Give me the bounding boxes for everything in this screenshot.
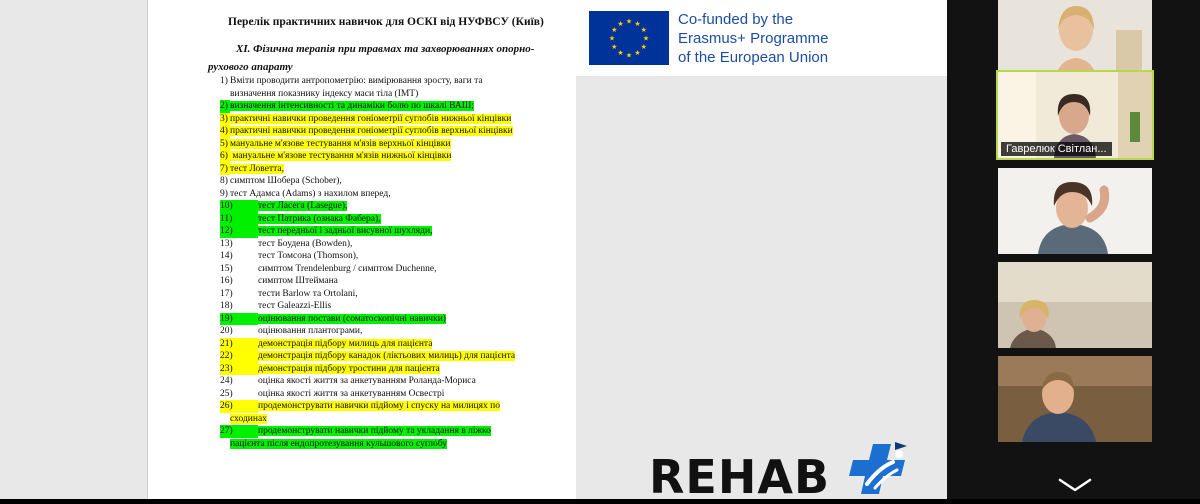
skill-text: Вміти проводити антропометрію: вимірювання зросту, ваги та: [230, 76, 483, 86]
skill-text: практичні навички проведення гоніометрії суглобів верхньої кінцівки: [230, 126, 513, 136]
skill-text: тест Томсона (Thomson),: [258, 251, 359, 261]
erasmus-line-3: of the European Union: [678, 49, 829, 66]
erasmus-banner: [576, 0, 947, 76]
eu-star-icon: ★: [617, 49, 624, 58]
participant-video-5: [998, 356, 1152, 442]
eu-star-icon: ★: [611, 43, 618, 51]
participant-tile-4[interactable]: [998, 262, 1152, 348]
skill-text: тест передньої і задньої висувної шухляди,: [258, 226, 433, 236]
skill-item: [220, 75, 548, 88]
eu-star-icon: ★: [640, 26, 647, 34]
skill-item: [220, 100, 548, 113]
skill-text: сходинах: [230, 413, 267, 424]
skill-text: оцінка якості життя за анкетуванням Роланда-Мориса: [258, 376, 476, 386]
skill-number: 25): [220, 388, 233, 399]
skill-text: визначення показнику індексу маси тіла (ІМТ): [230, 88, 419, 99]
document-title: Перелік практичних навичок для ОСКІ від НУФВСУ (Київ): [228, 16, 544, 28]
eu-star-icon: ★: [625, 17, 633, 26]
skill-text: тест Ловетта,: [230, 163, 284, 174]
skill-item: [220, 125, 548, 138]
skill-text: тест Адамса (Adams) з нахилом вперед,: [230, 188, 391, 199]
skill-number: 1): [220, 76, 228, 86]
skill-item: [220, 150, 548, 163]
skill-number: 23): [220, 363, 258, 376]
skill-number: 21): [220, 338, 258, 351]
skill-item: [220, 138, 548, 151]
skill-number: 18): [220, 301, 233, 311]
eu-flag-icon: [589, 11, 669, 65]
skill-text: демонстрація підбору канадок (ліктьових милиць) для пацієнта: [258, 351, 516, 361]
eu-star-icon: ★: [625, 51, 633, 60]
rehab-wordmark: REHAB: [649, 450, 831, 504]
skill-text: пацієнта після ендопротезування кульшового суглобу: [230, 438, 447, 449]
skill-item: [220, 438, 548, 451]
skill-text: практичні навички проведення гоніометрії суглобів нижньої кінцівки: [230, 113, 512, 124]
skill-item: [220, 325, 548, 338]
eu-star-icon: ★: [642, 34, 650, 43]
section-heading: [208, 40, 550, 76]
skill-text: симптом Шобера (Schober),: [230, 176, 342, 186]
participant-tile-3[interactable]: [998, 168, 1152, 254]
skill-number: 13): [220, 238, 233, 249]
skill-number: 5): [220, 138, 230, 151]
skill-item: [220, 250, 548, 263]
skill-text: демонстрація підбору тростини для пацієнта: [258, 363, 440, 374]
skill-item: [220, 263, 548, 276]
skill-item: [220, 338, 548, 351]
skill-text: оцінювання постави (соматоскопічні навички): [258, 313, 446, 324]
participant-tile-2[interactable]: [998, 72, 1152, 158]
skill-item: [220, 425, 548, 438]
skill-item: [220, 275, 548, 288]
skill-number: 20): [220, 326, 233, 336]
skill-text: тест Galeazzi-Ellis: [258, 301, 332, 311]
skill-text: мануальне м'язове тестування м'язів верхньої кінцівки: [230, 138, 451, 149]
skill-item: [220, 88, 548, 101]
eu-star-icon: ★: [608, 34, 616, 43]
skill-item: [220, 413, 548, 426]
chevron-down-icon[interactable]: [1057, 476, 1093, 494]
skill-text: мануальне м'язове тестування м'язів нижньої кінцівки: [230, 151, 452, 161]
skill-item: [220, 288, 548, 301]
skill-text: тест Патрика (ознака Фабера),: [258, 213, 381, 224]
skill-text: тест Ласега (Lasegue),: [258, 201, 348, 211]
skill-text: оцінювання плантограми,: [258, 326, 363, 336]
eu-star-icon: ★: [640, 43, 647, 51]
skill-number: 16): [220, 276, 233, 286]
erasmus-line-2: Erasmus+ Programme: [678, 30, 829, 47]
skill-item: [220, 400, 548, 413]
skill-number: 3): [220, 113, 230, 126]
skill-text: симптом Trendelenburg / симптом Duchenne,: [258, 263, 437, 274]
skill-number: 27): [220, 425, 258, 438]
skill-text: демонстрація підбору милиць для пацієнта: [258, 338, 433, 349]
participant-tile-5[interactable]: [998, 356, 1152, 442]
skill-number: 6): [220, 150, 230, 163]
shared-document-page: [147, 0, 577, 499]
participant-video-4: [998, 262, 1152, 348]
skill-number: 22): [220, 350, 258, 363]
skill-item: [220, 175, 548, 188]
section-heading-line-2: рухового апарату: [208, 61, 293, 73]
skill-item: [220, 313, 548, 326]
skill-item: [220, 200, 548, 213]
skill-item: [220, 350, 548, 363]
skill-number: 24): [220, 376, 233, 386]
skill-text: тести Barlow та Ortolani,: [258, 288, 358, 299]
skill-item: [220, 163, 548, 176]
eu-star-icon: ★: [611, 26, 618, 34]
skill-text: визначення інтенсивності та динаміки болю по шкалі ВАШ;: [230, 101, 474, 111]
skill-number: 26): [220, 400, 258, 413]
section-heading-line-1: XI. Фізична терапія при травмах та захворюваннях опорно-: [236, 43, 535, 55]
skill-number: 7): [220, 163, 230, 176]
skill-item: [220, 363, 548, 376]
skill-number: 10): [220, 200, 258, 213]
skill-number: 15): [220, 263, 233, 274]
skill-number: 14): [220, 251, 233, 261]
erasmus-line-1: Co-funded by the: [678, 11, 794, 28]
skill-number: 4): [220, 125, 230, 138]
skill-item: [220, 188, 548, 201]
skill-item: [220, 388, 548, 401]
participant-video-3: [998, 168, 1152, 254]
participant-name-2: Гаврелюк Світлан...: [1001, 142, 1112, 156]
skill-item: [220, 225, 548, 238]
skill-number: 2): [220, 100, 230, 113]
eu-star-icon: ★: [634, 49, 641, 58]
skill-number: 17): [220, 288, 233, 299]
skill-text: тест Боудена (Bowden),: [258, 238, 353, 249]
skill-number: 19): [220, 313, 258, 326]
skill-item: [220, 300, 548, 313]
skills-list: [220, 75, 548, 450]
skill-text: оцінка якості життя за анкетуванням Освестрі: [258, 388, 445, 399]
skill-text: продемонструвати навички підйому і спуску на милицях по: [258, 401, 500, 411]
skill-number: 12): [220, 225, 258, 238]
presentation-panel: [576, 0, 947, 504]
skill-number: 9): [220, 188, 228, 199]
skill-text: продемонструвати навички підйому та укладання в ліжко: [258, 426, 491, 436]
rehab-cross-icon: [839, 438, 919, 498]
skill-item: [220, 113, 548, 126]
eu-star-icon: ★: [617, 19, 624, 28]
skill-item: [220, 375, 548, 388]
rehab-logo: [641, 436, 941, 504]
eu-star-icon: ★: [634, 19, 641, 28]
skill-number: 11): [220, 213, 258, 226]
skill-number: 8): [220, 176, 228, 186]
skill-text: симптом Штеймана: [258, 276, 338, 286]
skill-item: [220, 238, 548, 251]
erasmus-caption: [678, 10, 943, 67]
skill-item: [220, 213, 548, 226]
participants-strip: [947, 0, 1200, 499]
